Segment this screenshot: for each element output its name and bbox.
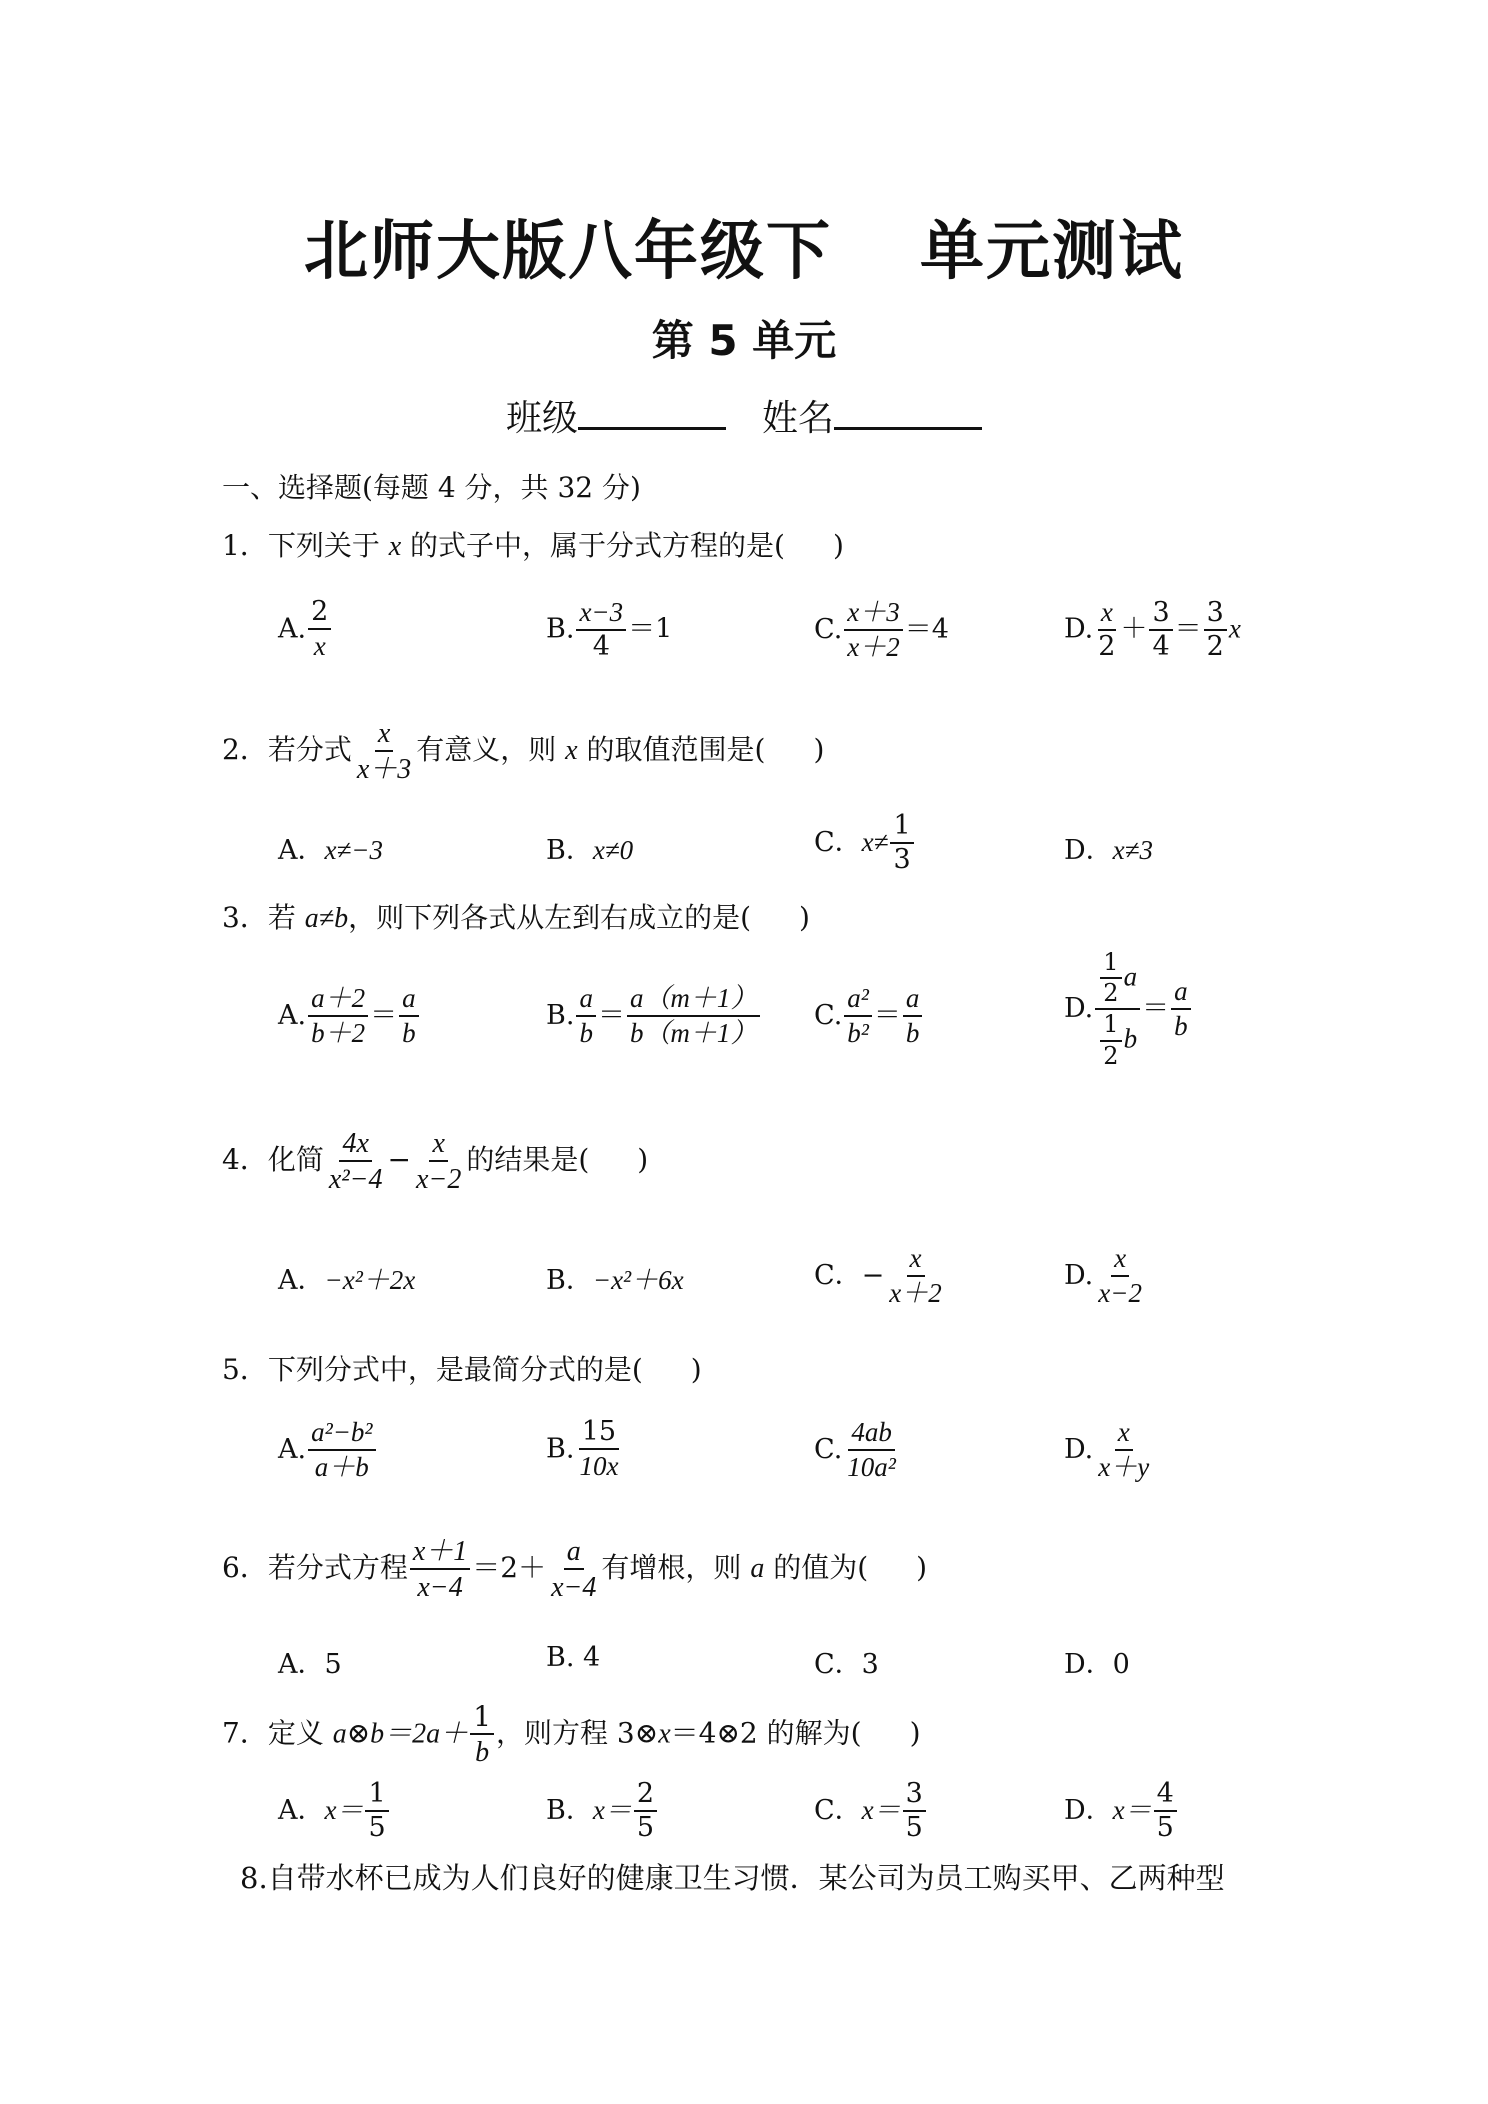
q4-option-c[interactable]: C．− $\frac{x}{x+2}$ — [814, 1243, 942, 1309]
q4-option-a[interactable]: A．−x²＋2x — [278, 1265, 416, 1296]
q1-option-a[interactable]: A. $\frac{2}{x}$ — [278, 598, 333, 662]
class-blank[interactable] — [578, 391, 726, 430]
question-8-stem: 8.自带水杯已成为人们良好的健康卫生习惯．某公司为员工购买甲、乙两种型 — [240, 1861, 1225, 1895]
q1-option-c[interactable]: C. $\frac{x+3}{x+2}$ ＝4 — [814, 597, 949, 663]
unit-subtitle: 第 5 单元 — [651, 316, 837, 365]
q5-option-a[interactable]: A. $\frac{\text{a²−b²}}{a+b}$ — [278, 1418, 378, 1483]
q7-option-a[interactable]: A．x＝ $\frac{1}{5}$ — [278, 1780, 391, 1843]
class-name-row — [0, 390, 1488, 441]
q5-option-b[interactable]: B. $\frac{15}{10x}$ — [546, 1416, 619, 1482]
q5-option-c[interactable]: C. $\frac{4ab}{\text{10a²}}$ — [814, 1417, 896, 1483]
q2-option-a[interactable]: A．x≠−3 — [278, 835, 384, 866]
q1-option-b[interactable]: B. $\frac{x-3}{4}$ ＝1 — [546, 597, 673, 663]
q2-option-c[interactable]: C．x≠ $\frac{1}{3}$ — [814, 812, 916, 875]
q6-option-d[interactable]: D．0 — [1064, 1649, 1130, 1680]
q6-option-a[interactable]: A．5 — [278, 1649, 342, 1680]
question-1-stem: 1．下列关于 x 的式子中，属于分式方程的是( ) — [222, 529, 844, 562]
class-label: 班级 — [505, 398, 578, 439]
q3-option-c[interactable]: C. $\frac{\text{a²}}{\text{b²}}$ ＝ $\frac{a}{b}$ — [814, 984, 924, 1049]
q4-option-b[interactable]: B．−x²＋6x — [546, 1265, 684, 1296]
q2-option-d[interactable]: D．x≠3 — [1064, 835, 1153, 866]
q6-option-c[interactable]: C．3 — [814, 1649, 879, 1680]
q2-option-b[interactable]: B．x≠0 — [546, 835, 634, 866]
question-2-stem: 2．若分式 $\frac{x}{x+3}$ 有意义，则 x 的取值范围是( ) — [222, 718, 825, 786]
q7-option-c[interactable]: C．x＝ $\frac{3}{5}$ — [814, 1780, 928, 1843]
title-left: 北师大版八年级下 — [304, 215, 832, 289]
q3-option-b[interactable]: B. $\frac{a}{b}$ ＝ $\frac{a(m+1)}{b(m+1)}$ — [546, 984, 762, 1049]
q3-option-a[interactable]: A. $\frac{a+2}{b+2}$ ＝ $\frac{a}{b}$ — [278, 984, 421, 1049]
question-5-stem: 5．下列分式中，是最简分式的是( ) — [222, 1353, 702, 1386]
q4-option-d[interactable]: D. $\frac{x}{x-2}$ — [1064, 1243, 1142, 1309]
name-label: 姓名 — [762, 398, 835, 439]
question-7-stem: 7．定义 a⊗b＝2a＋ $\frac{1}{b}$ ，则方程 3⊗x＝4⊗2 的解为( ) — [222, 1700, 921, 1769]
q7-option-d[interactable]: D．x＝ $\frac{4}{5}$ — [1064, 1780, 1179, 1843]
section-heading: 一、选择题(每题 4 分，共 32 分) — [222, 471, 641, 504]
q1-option-d[interactable]: D. $\frac{x}{2}$ ＋ $\frac{3}{4}$ ＝ $\frac{3}{2}$ x — [1064, 596, 1241, 663]
question-4-stem: 4．化简 $\frac{4x}{\text{x²−4}}$ − $\frac{x}{x-2}$ 的结果是( ) — [222, 1128, 649, 1196]
title-right: 单元测试 — [920, 215, 1184, 289]
name-blank[interactable] — [834, 391, 982, 430]
question-6-stem: 6．若分式方程 $\frac{x+1}{x-4}$ ＝2＋ $\frac{a}{x-4}$ 有增根，则 a 的值为( ) — [222, 1536, 928, 1604]
q5-option-d[interactable]: D. $\frac{x}{x+y}$ — [1064, 1417, 1150, 1483]
page-title — [0, 200, 1488, 292]
question-3-stem: 3．若 a≠b，则下列各式从左到右成立的是( ) — [222, 901, 810, 934]
q6-option-b[interactable]: B. 4 — [546, 1642, 601, 1673]
q7-option-b[interactable]: B．x＝ $\frac{2}{5}$ — [546, 1780, 659, 1843]
q3-option-d[interactable]: D. $\frac{1}{2}$ a $\frac{1}{2}$ b ＝ $\frac{a}{b}$ — [1064, 950, 1193, 1069]
